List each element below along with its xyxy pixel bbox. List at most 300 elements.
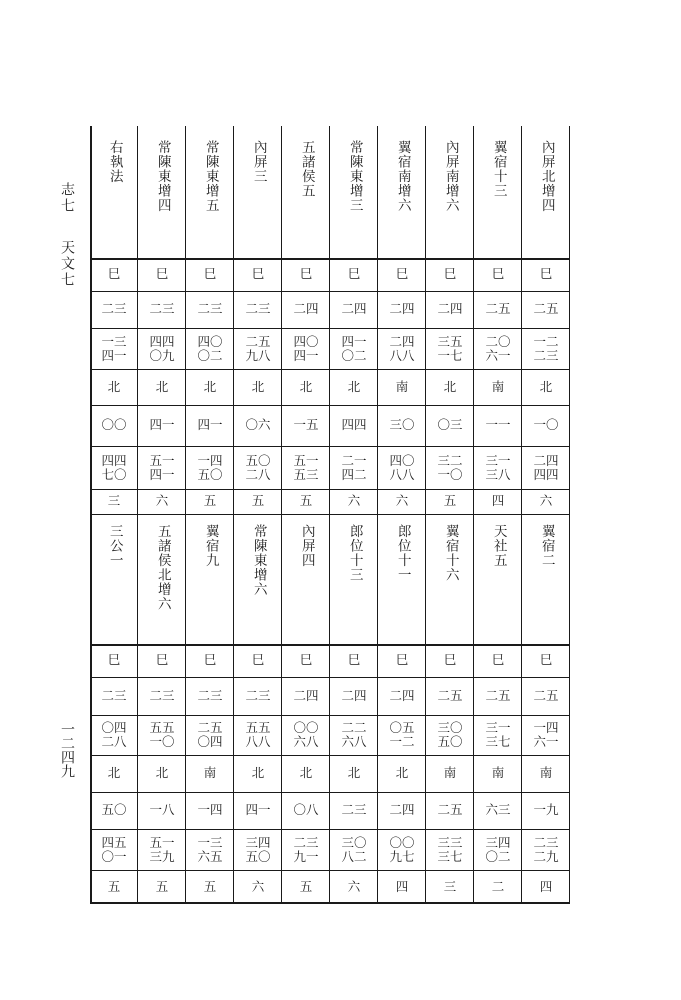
value-line: 四四 [533, 466, 559, 482]
value: 〇〇 [101, 417, 127, 433]
data-cell [427, 677, 473, 715]
star-name-cell [331, 514, 377, 644]
data-cell [187, 328, 233, 369]
column-separator [233, 126, 234, 904]
star-name: 常陳東增六 [250, 524, 267, 597]
value: 北 [347, 765, 361, 781]
star-name: 常陳東增五 [202, 140, 219, 213]
data-cell [187, 644, 233, 677]
data-cell [523, 369, 569, 405]
data-cell [235, 405, 281, 446]
value-line: 三五 [437, 333, 463, 349]
column-separator [473, 126, 474, 904]
star-name: 內屏北增四 [538, 140, 555, 213]
star-name: 三公一 [106, 524, 123, 568]
data-cell [139, 792, 185, 829]
value-line: 五五 [245, 720, 271, 736]
value: 二三 [197, 687, 223, 703]
value: 巳 [107, 266, 121, 282]
star-name-cell [91, 126, 137, 258]
value-line: 二三 [293, 834, 319, 850]
value: 北 [155, 378, 169, 394]
value-line: 一七 [437, 347, 463, 363]
value-line: 四一 [149, 466, 175, 482]
stacked-value [437, 335, 462, 363]
data-cell [235, 715, 281, 755]
value-line: 三一 [485, 452, 511, 468]
data-cell [139, 446, 185, 489]
margin-volume: 志七 [59, 182, 75, 214]
data-cell [475, 446, 521, 489]
value: 二 [491, 878, 505, 894]
value: 巳 [443, 266, 457, 282]
data-cell [475, 405, 521, 446]
value: 五 [107, 878, 121, 894]
value: 六三 [485, 802, 511, 818]
value-line: 五三 [293, 466, 319, 482]
data-cell [139, 755, 185, 792]
stacked-value [245, 836, 270, 864]
value-line: 一三 [197, 834, 223, 850]
stacked-value [485, 335, 510, 363]
data-cell [283, 870, 329, 904]
value: 一九 [533, 802, 559, 818]
data-cell [475, 489, 521, 514]
star-name: 翼宿十六 [442, 524, 459, 582]
data-cell [379, 829, 425, 870]
data-cell [331, 369, 377, 405]
data-cell [91, 792, 137, 829]
data-cell [283, 369, 329, 405]
value: 二五 [437, 687, 463, 703]
value-line: 四五 [101, 834, 127, 850]
value: 南 [491, 378, 505, 394]
stacked-value [101, 721, 126, 749]
value: 一八 [149, 802, 175, 818]
value-line: 八八 [245, 734, 271, 749]
value-line: 三一 [485, 720, 511, 736]
value-line: 五〇 [197, 466, 223, 482]
value: 五 [299, 878, 313, 894]
data-cell [331, 446, 377, 489]
value: 五 [443, 493, 457, 509]
value: 二三 [341, 802, 367, 818]
data-cell [187, 489, 233, 514]
stacked-value [389, 454, 414, 482]
data-cell [523, 405, 569, 446]
data-cell [475, 755, 521, 792]
data-cell [475, 870, 521, 904]
value: 〇六 [245, 417, 271, 433]
star-table [90, 126, 570, 904]
value: 南 [203, 765, 217, 781]
value: 南 [443, 765, 457, 781]
value: 四一 [197, 417, 223, 433]
data-cell [475, 792, 521, 829]
data-cell [427, 644, 473, 677]
value-line: 〇四 [101, 720, 127, 736]
value-line: 五〇 [437, 734, 463, 749]
value: 二三 [149, 301, 175, 317]
star-name-cell [139, 514, 185, 644]
column-separator [329, 126, 330, 904]
data-cell [331, 258, 377, 291]
value: 二四 [293, 687, 319, 703]
value-line: 二八 [101, 734, 127, 749]
data-cell [379, 677, 425, 715]
value: 北 [299, 378, 313, 394]
value: 巳 [203, 266, 217, 282]
value-line: 五〇 [245, 848, 271, 864]
value-line: 五〇 [245, 452, 271, 468]
data-cell [235, 446, 281, 489]
value-line: 四四 [149, 333, 175, 349]
value: 北 [107, 378, 121, 394]
data-cell [187, 715, 233, 755]
data-cell [379, 644, 425, 677]
data-cell [91, 677, 137, 715]
value: 巳 [539, 652, 553, 668]
data-cell [283, 489, 329, 514]
data-cell [187, 829, 233, 870]
value: 巳 [347, 652, 361, 668]
data-cell [283, 755, 329, 792]
data-cell [91, 715, 137, 755]
data-cell [427, 755, 473, 792]
data-cell [235, 829, 281, 870]
value-line: 三七 [485, 734, 511, 749]
value: 二五 [437, 802, 463, 818]
data-cell [139, 644, 185, 677]
data-cell [475, 677, 521, 715]
value-line: 二四 [389, 333, 415, 349]
stacked-value [389, 721, 414, 749]
value: 巳 [299, 652, 313, 668]
value-line: 二〇 [485, 333, 511, 349]
data-cell [91, 870, 137, 904]
value-line: 一二 [389, 734, 415, 749]
value: 六 [155, 493, 169, 509]
value: 二四 [341, 301, 367, 317]
stacked-value [485, 454, 510, 482]
data-cell [187, 446, 233, 489]
stacked-value [341, 335, 366, 363]
value: 北 [251, 765, 265, 781]
stacked-value [197, 836, 222, 864]
value: 五 [203, 493, 217, 509]
data-cell [523, 328, 569, 369]
star-name: 右執法 [106, 140, 123, 184]
value: 五〇 [101, 802, 127, 818]
data-cell [331, 829, 377, 870]
data-cell [187, 291, 233, 328]
value-line: 〇一 [101, 848, 127, 864]
star-name-cell [475, 126, 521, 258]
stacked-value [245, 721, 270, 749]
value: 二三 [101, 301, 127, 317]
data-cell [283, 677, 329, 715]
value-line: 二三 [533, 834, 559, 850]
stacked-value [533, 721, 558, 749]
value: 巳 [491, 652, 505, 668]
data-cell [283, 328, 329, 369]
star-name-cell [187, 514, 233, 644]
column-separator [377, 126, 378, 904]
data-cell [91, 644, 137, 677]
value: 二四 [437, 301, 463, 317]
data-cell [331, 489, 377, 514]
value: 二三 [101, 687, 127, 703]
stacked-value [293, 335, 318, 363]
column-separator [425, 126, 426, 904]
data-cell [379, 258, 425, 291]
data-cell [475, 328, 521, 369]
value: 巳 [443, 652, 457, 668]
data-cell [331, 405, 377, 446]
column-separator [569, 126, 570, 904]
value-line: 三九 [149, 848, 175, 864]
data-cell [139, 291, 185, 328]
value-line: 三四 [485, 834, 511, 850]
value-line: 八八 [389, 347, 415, 363]
data-cell [139, 870, 185, 904]
value-line: 四四 [101, 452, 127, 468]
value-line: 二一 [341, 452, 367, 468]
value: 二五 [533, 301, 559, 317]
data-cell [379, 328, 425, 369]
data-cell [91, 446, 137, 489]
star-name-cell [283, 514, 329, 644]
data-cell [235, 369, 281, 405]
value: 南 [395, 378, 409, 394]
stacked-value [197, 335, 222, 363]
value-line: 二九 [533, 848, 559, 864]
data-cell [331, 792, 377, 829]
stacked-value [149, 454, 174, 482]
data-cell [91, 328, 137, 369]
column-separator [185, 126, 186, 904]
value: 四四 [341, 417, 367, 433]
data-cell [139, 677, 185, 715]
value-line: 六一 [485, 347, 511, 363]
stacked-value [149, 721, 174, 749]
data-cell [187, 405, 233, 446]
value-line: 一二 [533, 333, 559, 349]
stacked-value [389, 335, 414, 363]
star-name-cell [235, 514, 281, 644]
value: 巳 [539, 266, 553, 282]
data-cell [475, 258, 521, 291]
stacked-value [485, 836, 510, 864]
value: 六 [347, 493, 361, 509]
value-line: 八八 [389, 466, 415, 482]
value: 一〇 [533, 417, 559, 433]
data-cell [331, 677, 377, 715]
data-cell [379, 405, 425, 446]
data-cell [283, 291, 329, 328]
value: 二五 [533, 687, 559, 703]
stacked-value [341, 454, 366, 482]
data-cell [235, 291, 281, 328]
value-line: 三三 [437, 834, 463, 850]
value-line: 六八 [341, 734, 367, 749]
value: 六 [395, 493, 409, 509]
data-cell [235, 258, 281, 291]
value-line: 七〇 [101, 466, 127, 482]
star-name: 翼宿南增六 [394, 140, 411, 213]
data-cell [475, 291, 521, 328]
stacked-value [101, 454, 126, 482]
star-name: 內屏四 [298, 524, 315, 568]
data-cell [139, 489, 185, 514]
data-cell [139, 829, 185, 870]
star-name-cell [427, 514, 473, 644]
star-name: 內屏三 [250, 140, 267, 184]
data-cell [427, 258, 473, 291]
star-name-cell [235, 126, 281, 258]
data-cell [523, 446, 569, 489]
data-cell [283, 405, 329, 446]
data-cell [235, 677, 281, 715]
data-cell [523, 489, 569, 514]
data-cell [235, 792, 281, 829]
value-line: 三〇 [341, 834, 367, 850]
star-name: 天社五 [490, 524, 507, 568]
value-line: 八二 [341, 848, 367, 864]
stacked-value [245, 454, 270, 482]
value: 二四 [389, 301, 415, 317]
value-line: 四〇 [293, 333, 319, 349]
stacked-value [245, 335, 270, 363]
value: 二四 [389, 687, 415, 703]
value: 五 [251, 493, 265, 509]
data-cell [283, 258, 329, 291]
value: 南 [539, 765, 553, 781]
data-cell [427, 328, 473, 369]
data-cell [187, 870, 233, 904]
value: 三〇 [389, 417, 415, 433]
data-cell [379, 715, 425, 755]
value-line: 六五 [197, 848, 223, 864]
data-cell [427, 715, 473, 755]
value: 三 [443, 878, 457, 894]
column-separator [521, 126, 522, 904]
value-line: 五五 [149, 720, 175, 736]
stacked-value [485, 721, 510, 749]
data-cell [187, 755, 233, 792]
value: 北 [347, 378, 361, 394]
value: 巳 [251, 266, 265, 282]
star-name: 常陳東增四 [154, 140, 171, 213]
star-name-cell [379, 514, 425, 644]
value-line: 〇二 [485, 848, 511, 864]
value-line: 九七 [389, 848, 415, 864]
value: 五 [203, 878, 217, 894]
value: 北 [155, 765, 169, 781]
value-line: 一四 [197, 452, 223, 468]
data-cell [523, 258, 569, 291]
value-line: 三七 [437, 848, 463, 864]
value: 四 [491, 493, 505, 509]
data-cell [283, 829, 329, 870]
data-cell [379, 792, 425, 829]
star-name: 翼宿九 [202, 524, 219, 568]
value: 四一 [149, 417, 175, 433]
value-line: 一三 [101, 333, 127, 349]
data-cell [379, 870, 425, 904]
value: 北 [107, 765, 121, 781]
data-cell [523, 829, 569, 870]
data-cell [523, 677, 569, 715]
data-cell [379, 489, 425, 514]
value: 四一 [245, 802, 271, 818]
data-cell [331, 644, 377, 677]
star-name: 翼宿十三 [490, 140, 507, 198]
data-cell [331, 291, 377, 328]
value: 巳 [347, 266, 361, 282]
data-cell [283, 715, 329, 755]
stacked-value [437, 836, 462, 864]
value-line: 四二 [341, 466, 367, 482]
value: 二四 [293, 301, 319, 317]
value-line: 五一 [293, 452, 319, 468]
data-cell [91, 258, 137, 291]
data-cell [475, 369, 521, 405]
star-name: 五諸侯五 [298, 140, 315, 198]
data-cell [379, 291, 425, 328]
value: 二三 [149, 687, 175, 703]
value-line: 四一 [101, 347, 127, 363]
value: 二四 [389, 802, 415, 818]
star-name-cell [475, 514, 521, 644]
star-name: 常陳東增三 [346, 140, 363, 213]
value-line: 〇九 [149, 347, 175, 363]
page-number: 一二四九 [59, 722, 75, 778]
value: 巳 [491, 266, 505, 282]
value-line: 二五 [197, 720, 223, 736]
stacked-value [101, 836, 126, 864]
column-separator [137, 126, 138, 904]
value: 二四 [341, 687, 367, 703]
value: 〇八 [293, 802, 319, 818]
data-cell [283, 792, 329, 829]
data-cell [139, 715, 185, 755]
value-line: 二八 [245, 466, 271, 482]
star-name-cell [283, 126, 329, 258]
value: 北 [395, 765, 409, 781]
star-name-cell [91, 514, 137, 644]
data-cell [187, 792, 233, 829]
stacked-value [197, 721, 222, 749]
data-cell [331, 715, 377, 755]
value: 一四 [197, 802, 223, 818]
value-line: 五一 [149, 834, 175, 850]
value: 巳 [251, 652, 265, 668]
star-name-cell [139, 126, 185, 258]
value-line: 〇二 [341, 347, 367, 363]
value-line: 二二 [341, 720, 367, 736]
star-name-cell [379, 126, 425, 258]
value: 六 [347, 878, 361, 894]
value-line: 〇二 [197, 347, 223, 363]
data-cell [379, 369, 425, 405]
stacked-value [293, 721, 318, 749]
data-cell [427, 291, 473, 328]
value: 巳 [395, 266, 409, 282]
data-cell [427, 446, 473, 489]
value: 四 [395, 878, 409, 894]
data-cell [283, 446, 329, 489]
